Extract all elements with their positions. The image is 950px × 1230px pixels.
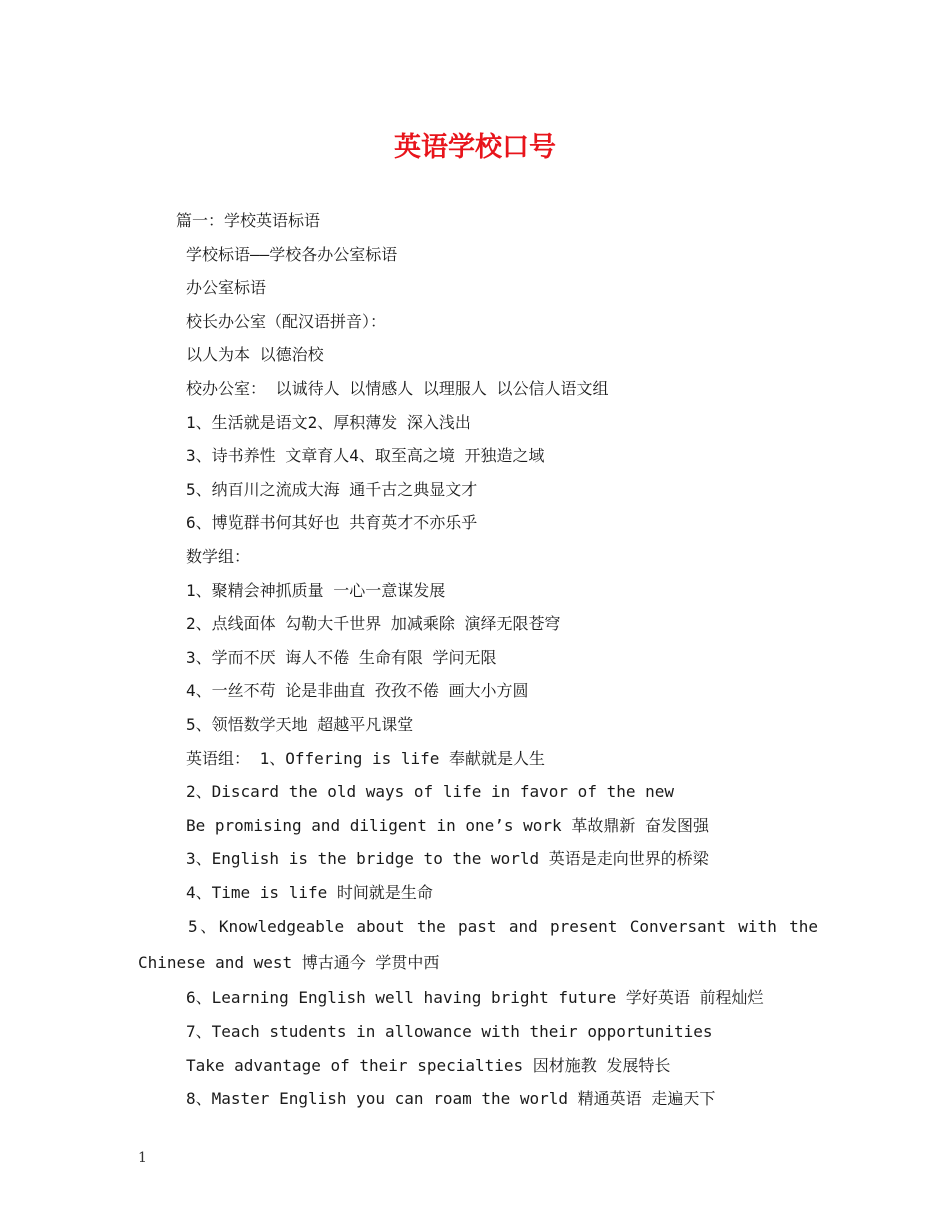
text-line: 4、Time is life 时间就是生命 bbox=[186, 882, 433, 902]
document-body bbox=[138, 204, 818, 1116]
text-line: 3、学而不厌 诲人不倦 生命有限 学问无限 bbox=[186, 647, 497, 667]
text-line: 篇一：学校英语标语 bbox=[176, 211, 321, 230]
text-line: 以人为本 以德治校 bbox=[186, 345, 324, 365]
text-line: Take advantage of their specialties 因材施教 发展特长 bbox=[186, 1055, 671, 1075]
page-number: 1 bbox=[138, 1150, 147, 1166]
text-line: Be promising and diligent in one’s work 革故鼎新 奋发图强 bbox=[186, 815, 709, 835]
text-paragraph-wrapped: 5、Knowledgeable about the past and present Conversant with the Chinese and west 博古通今 学贯中西 bbox=[138, 917, 818, 973]
text-line: 数学组： bbox=[186, 546, 251, 566]
document-title: 英语学校口号 bbox=[394, 132, 556, 163]
text-line: 校长办公室（配汉语拼音）： bbox=[186, 311, 387, 331]
text-line: 3、诗书养性 文章育人4、取至高之境 开独造之域 bbox=[186, 446, 545, 466]
text-line: 学校标语——学校各办公室标语 bbox=[186, 244, 398, 264]
text-line: 校办公室： 以诚待人 以情感人 以理服人 以公信人语文组 bbox=[186, 378, 609, 398]
text-line: 6、Learning English well having bright future 学好英语 前程灿烂 bbox=[186, 988, 764, 1008]
text-line: 5、纳百川之流成大海 通千古之典显文才 bbox=[186, 479, 478, 499]
text-line: 1、生活就是语文2、厚积薄发 深入浅出 bbox=[186, 412, 471, 432]
text-line: 1、聚精会神抓质量 一心一意谋发展 bbox=[186, 580, 446, 600]
text-line: 8、Master English you can roam the world 精通英语 走遍天下 bbox=[186, 1089, 716, 1109]
text-line: 办公室标语 bbox=[186, 278, 267, 298]
text-line: 英语组： 1、Offering is life 奉献就是人生 bbox=[186, 748, 546, 768]
text-line: 3、English is the bridge to the world 英语是走向世界的桥梁 bbox=[186, 849, 709, 869]
text-line: 2、Discard the old ways of life in favor of the new bbox=[186, 782, 675, 802]
text-line: 7、Teach students in allowance with their opportunities bbox=[186, 1022, 713, 1042]
text-line: 4、一丝不苟 论是非曲直 孜孜不倦 画大小方圆 bbox=[186, 681, 529, 701]
text-line: 6、博览群书何其好也 共育英才不亦乐乎 bbox=[186, 513, 478, 533]
text-line: 5、领悟数学天地 超越平凡课堂 bbox=[186, 714, 414, 734]
text-line: 2、点线面体 勾勒大千世界 加减乘除 演绎无限苍穹 bbox=[186, 614, 561, 634]
